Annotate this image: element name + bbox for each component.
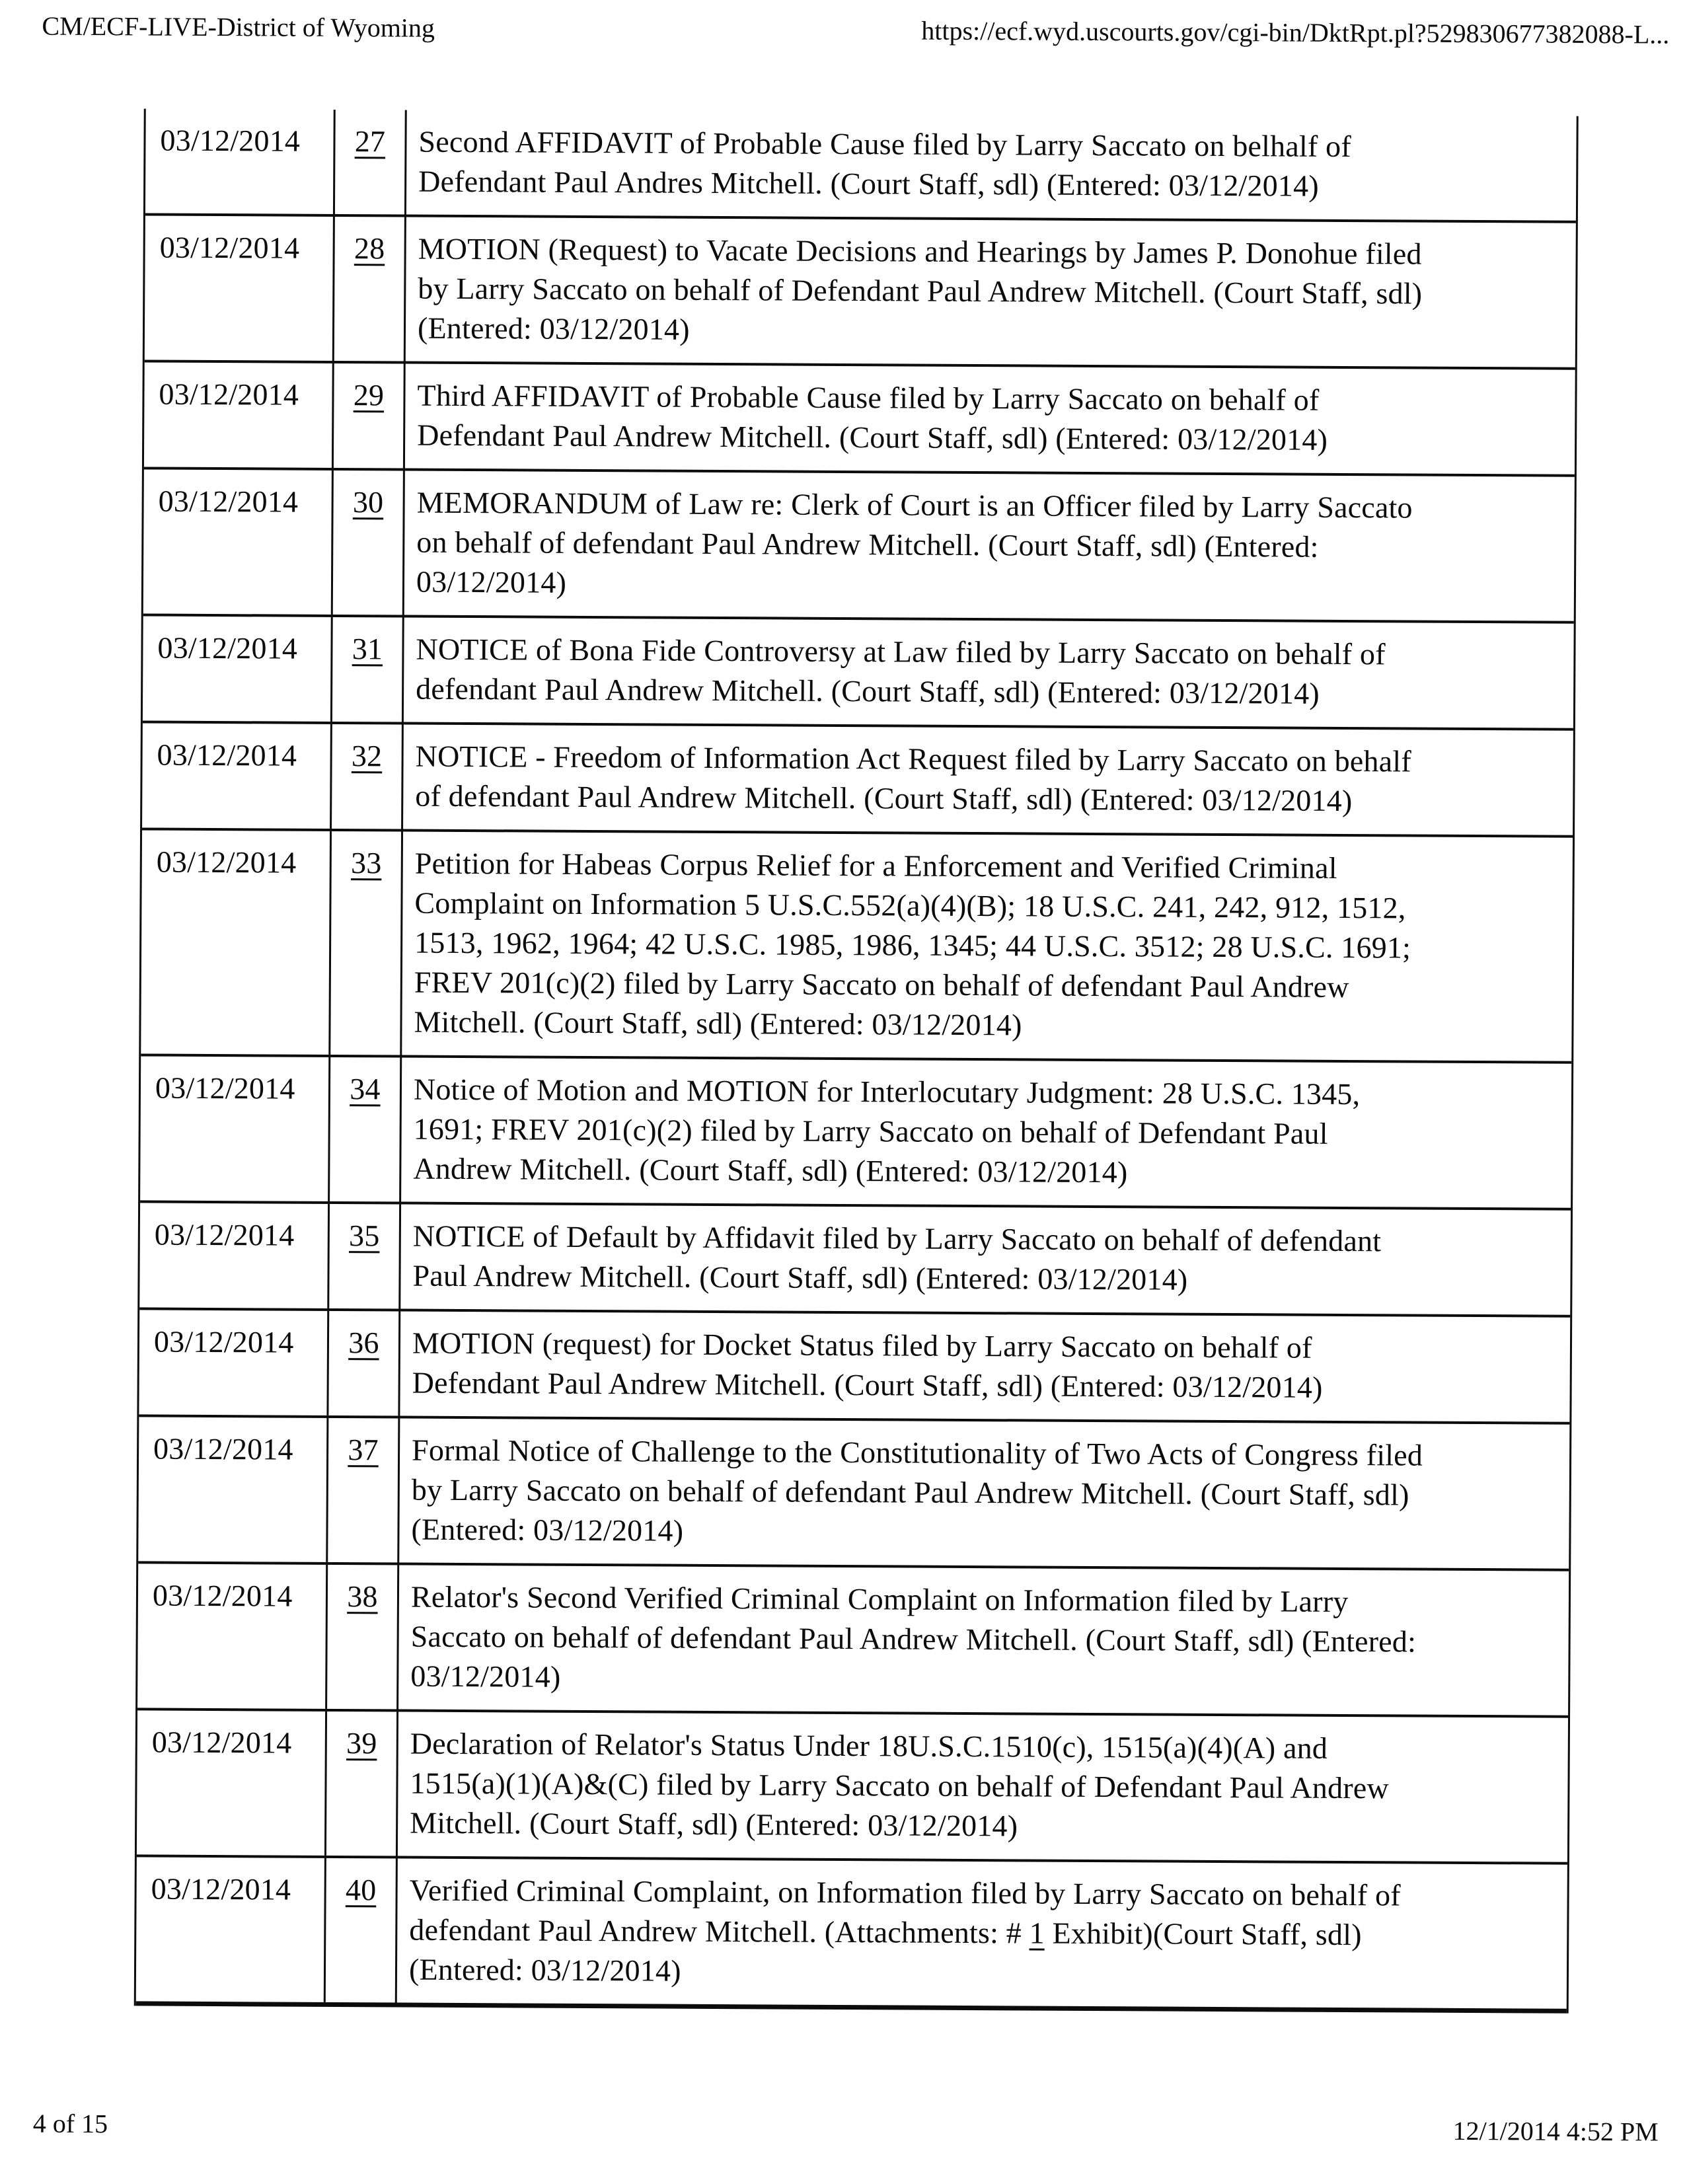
docket-row [141,830,1573,1063]
date-filed-cell [137,1563,328,1708]
date-filed-cell [145,108,336,214]
docket-entry-text [405,364,1575,474]
docket-number-link[interactable]: 34 [350,1072,381,1106]
print-header [42,11,1669,51]
date-filed-cell [139,1203,330,1308]
docket-text-segment: Verified Criminal Complaint, on Information filed by Larry Saccato on behalf of defendant Paul Andrew Mitchell. (Attachments: # [409,1873,1401,1950]
date-filed-cell [144,362,334,468]
docket-text-segment: MOTION (Request) to Vacate Decisions and Hearings by James P. Donohue filed by Larry Saccato on behalf of Defendant Paul Andrew Mitchell. (Court Staff, sdl) (Entered: 03/12/2014) [417,231,1423,346]
date-filed: 03/12/2014 [151,1725,292,1760]
docket-text-segment: Relator's Second Verified Criminal Complaint on Information filed by Larry Saccato on behalf of defendant Paul Andrew Mitchell. (Court Staff, sdl) (Entered: 03/12/2014) [410,1579,1417,1694]
docket-number-cell [329,1204,401,1309]
docket-number-cell [333,471,405,615]
date-filed-cell [142,723,332,829]
date-filed: 03/12/2014 [154,1217,295,1252]
docket-number-link[interactable]: 28 [354,231,385,266]
date-filed-cell [140,1056,330,1201]
date-filed-cell [137,1710,327,1855]
docket-row [139,1310,1570,1424]
docket-entry-text [400,1312,1570,1422]
print-header-title: CM/ECF-LIVE-District of Wyoming [42,11,435,43]
docket-row [137,1710,1568,1864]
print-footer [33,2108,1659,2148]
docket-entry-text [404,618,1574,728]
docket-entry-text [406,217,1576,367]
date-filed: 03/12/2014 [151,1871,291,1906]
docket-number-link[interactable]: 40 [345,1873,377,1907]
docket-row [138,1417,1569,1571]
date-filed: 03/12/2014 [158,484,299,519]
docket-number-cell [335,110,407,215]
docket-entry-text [403,725,1573,835]
docket-row [136,1857,1567,2013]
date-filed-cell [141,830,332,1054]
docket-number-link[interactable]: 31 [352,632,383,666]
docket-text-segment: Third AFFIDAVIT of Probable Cause filed by Larry Saccato on behalf of Defendant Paul Andrew Mitchell. (Court Staff, sdl) (Entered: 03/12/2014) [417,378,1328,457]
docket-number-cell [332,724,404,829]
docket-number-link[interactable]: 27 [354,124,386,159]
docket-row [143,469,1575,623]
docket-row [142,723,1573,837]
docket-text-segment: MEMORANDUM of Law re: Clerk of Court is an Officer filed by Larry Saccato on behalf of defendant Paul Andrew Mitchell. (Court Staff, sdl) (Entered: 03/12/2014) [416,485,1413,599]
docket-number-cell [328,1418,400,1563]
docket-entry-text [397,1858,1567,2008]
date-filed: 03/12/2014 [156,845,297,880]
docket-entry-text [401,1058,1571,1208]
date-filed: 03/12/2014 [152,1578,293,1613]
docket-entry-text [402,832,1573,1061]
docket-text-segment: NOTICE - Freedom of Information Act Request filed by Larry Saccato on behalf of defendant Paul Andrew Mitchell. (Court Staff, sdl) (Entered: 03/12/2014) [415,739,1411,818]
print-header-url: https://ecf.wyd.uscourts.gov/cgi-bin/DktRpt.pl?529830677382088-L... [921,15,1670,50]
docket-text-segment: Petition for Habeas Corpus Relief for a Enforcement and Verified Criminal Complaint on Information 5 U.S.C.552(a)(4)(B); 18 U.S.C. 241, 242, 912, 1512, 1513, 1962, 1964; 42 U.S.C. 1985, 1986, 1345; 44 U.S.C. 3512; 28 U.S.C. 1691; FREV 201(c)(2) filed by Larry Saccato on behalf of defendant Paul Andrew Mitchell. (Court Staff, sdl) (Entered: 03/12/2014) [414,846,1411,1042]
date-filed: 03/12/2014 [155,1071,295,1106]
docket-number-cell [330,1057,402,1202]
docket-table [134,108,1579,2013]
docket-text-segment: Second AFFIDAVIT of Probable Cause filed by Larry Saccato on belhalf of Defendant Paul Andres Mitchell. (Court Staff, sdl) (Entered: 03/12/2014) [418,124,1351,203]
docket-number-link[interactable]: 36 [348,1326,379,1360]
date-filed: 03/12/2014 [160,123,301,158]
print-timestamp: 12/1/2014 4:52 PM [1452,2115,1659,2147]
docket-number-cell [326,1858,398,2003]
docket-number-link[interactable]: 39 [346,1726,377,1760]
page-number: 4 of 15 [32,2108,108,2139]
docket-number-cell [326,1712,398,1856]
date-filed-cell [143,616,333,722]
docket-row [144,362,1575,476]
date-filed-cell [138,1417,328,1562]
docket-row [145,108,1577,223]
docket-text-segment: Formal Notice of Challenge to the Constitutionality of Two Acts of Congress filed by Larry Saccato on behalf of defendant Paul Andrew Mitchell. (Court Staff, sdl) (Entered: 03/12/2014) [411,1433,1423,1548]
date-filed: 03/12/2014 [153,1324,294,1359]
docket-number-link[interactable]: 35 [348,1219,380,1253]
docket-number-cell [328,1311,400,1416]
date-filed: 03/12/2014 [159,377,299,412]
date-filed-cell [139,1310,329,1415]
date-filed-cell [145,215,335,360]
docket-number-link[interactable]: 38 [347,1579,378,1614]
attachment-link[interactable]: 1 [1029,1916,1045,1950]
docket-row [143,616,1574,730]
docket-entry-text [406,110,1577,221]
docket-row [145,215,1576,369]
date-filed-cell [143,469,334,614]
docket-entry-text [398,1565,1569,1715]
date-filed: 03/12/2014 [157,737,297,772]
docket-text-segment: MOTION (request) for Docket Status filed by Larry Saccato on behalf of Defendant Paul Andrew Mitchell. (Court Staff, sdl) (Entered: 03/12/2014) [412,1326,1323,1404]
docket-number-link[interactable]: 33 [350,846,382,880]
docket-entry-text [400,1205,1571,1315]
date-filed: 03/12/2014 [157,630,298,665]
docket-text-segment: Declaration of Relator's Status Under 18U.S.C.1510(c), 1515(a)(4)(A) and 1515(a)(1)(A)&(C) filed by Larry Saccato on behalf of Defendant Paul Andrew Mitchell. (Court Staff, sdl) (Entered: 03/12/2014) [410,1726,1389,1843]
docket-entry-text [399,1419,1569,1569]
docket-number-cell [332,617,404,722]
date-filed-cell [136,1857,326,2002]
docket-text-segment: NOTICE of Default by Affidavit filed by Larry Saccato on behalf of defendant Paul Andrew Mitchell. (Court Staff, sdl) (Entered: 03/12/2014) [412,1219,1382,1297]
docket-number-link[interactable]: 32 [351,739,383,773]
docket-text-segment: NOTICE of Bona Fide Controversy at Law filed by Larry Saccato on behalf of defendant Paul Andrew Mitchell. (Court Staff, sdl) (Entered: 03/12/2014) [416,632,1386,710]
docket-row [139,1203,1571,1317]
date-filed: 03/12/2014 [153,1431,293,1466]
docket-number-link[interactable]: 29 [353,378,385,412]
docket-number-cell [327,1565,399,1710]
docket-number-cell [334,363,406,469]
docket-number-link[interactable]: 37 [348,1433,379,1467]
docket-text-segment: Notice of Motion and MOTION for Interlocutary Judgment: 28 U.S.C. 1345, 1691; FREV 201(c)(2) filed by Larry Saccato on behalf of Defendant Paul Andrew Mitchell. (Court Staff, sdl) (Entered: 03/12/2014) [413,1072,1361,1189]
date-filed: 03/12/2014 [159,230,300,265]
docket-entry-text [404,471,1575,621]
docket-text-segment: Exhibit)(Court Staff, sdl) (Entered: 03/12/2014) [408,1916,1362,1988]
docket-row [140,1056,1571,1210]
docket-row [137,1563,1569,1717]
docket-entry-text [398,1712,1568,1862]
docket-number-link[interactable]: 30 [352,485,384,519]
docket-number-cell [334,217,406,361]
docket-number-cell [330,831,403,1055]
